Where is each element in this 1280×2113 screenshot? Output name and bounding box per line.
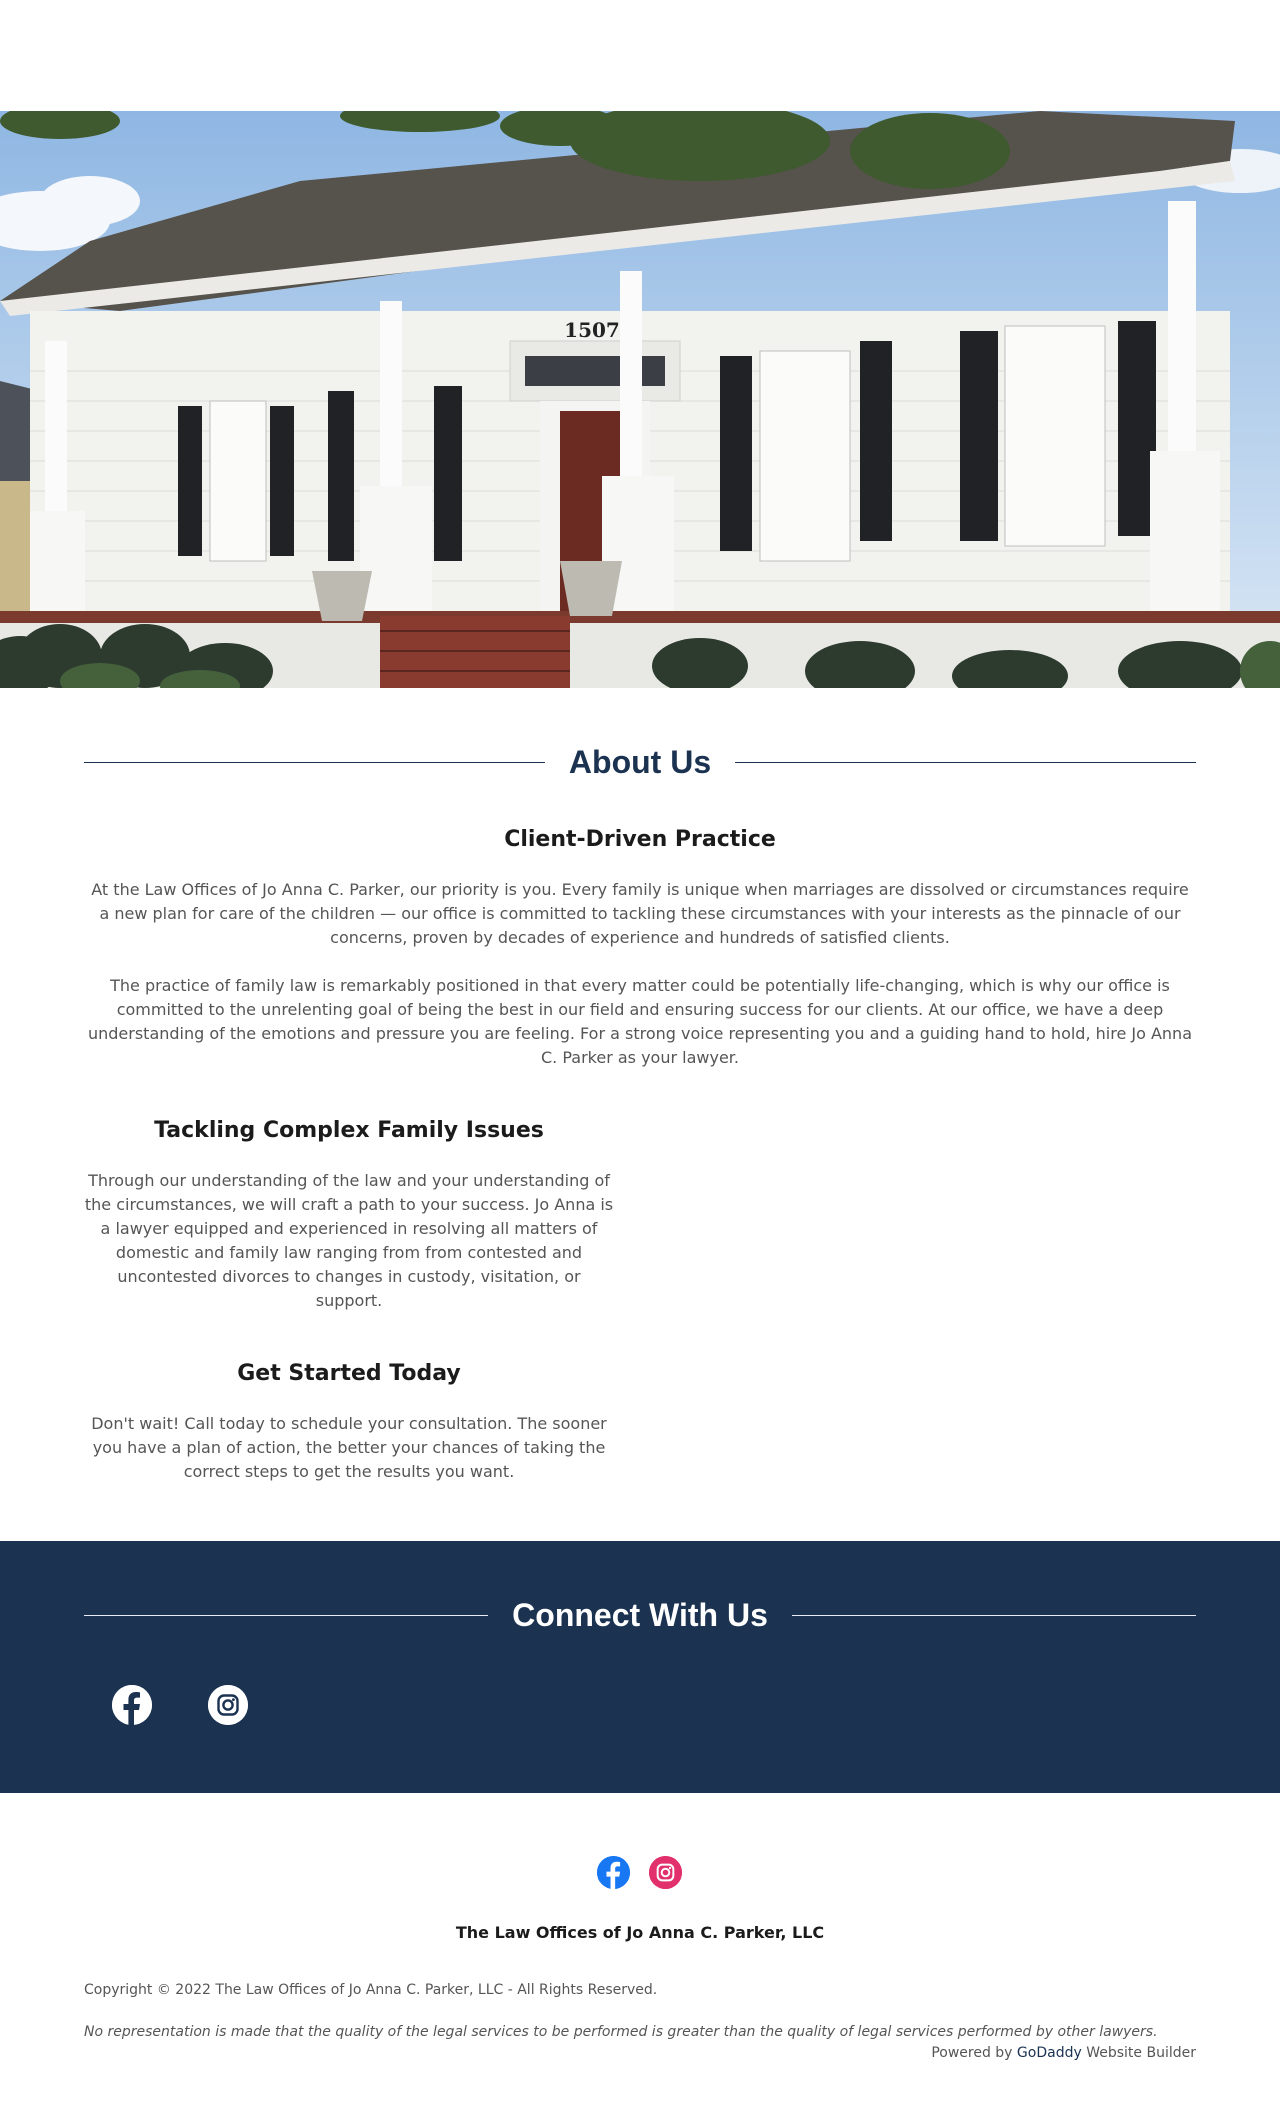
heading-rule-left bbox=[84, 1615, 488, 1616]
block-title-client-driven: Client-Driven Practice bbox=[504, 827, 776, 852]
instagram-link[interactable] bbox=[208, 1685, 248, 1725]
block-title-complex-issues: Tackling Complex Family Issues bbox=[154, 1118, 544, 1143]
house-number: 1507 bbox=[564, 318, 620, 342]
facebook-link[interactable] bbox=[112, 1685, 152, 1725]
copyright-text: Copyright © 2022 The Law Offices of Jo Anna C. Parker, LLC - All Rights Reserved. bbox=[84, 1982, 658, 1998]
block-text-client-driven-2: The practice of family law is remarkably positioned in that every matter could be potentially life-changing, which is why our office is committed to the unrelenting goal of being the best in our field and ensuring success for our clients. At our office, we have a deep understanding of the emotions and pressure you are feeling. For a strong voice representing you and a guiding hand to hold, hire Jo Anna C. Parker as your lawyer. bbox=[87, 976, 1192, 1067]
house-illustration bbox=[0, 111, 1280, 688]
facebook-icon bbox=[597, 1856, 630, 1889]
hero-image bbox=[0, 111, 1280, 688]
powered-by-prefix: Powered by bbox=[931, 2045, 1013, 2061]
footer-facebook-link[interactable] bbox=[597, 1856, 630, 1889]
heading-rule-right bbox=[735, 762, 1196, 763]
connect-heading bbox=[84, 1590, 1196, 1640]
legal-disclaimer: No representation is made that the quality of the legal services to be performed is greater than the quality of legal services performed by other lawyers. bbox=[84, 2024, 1158, 2040]
heading-rule-right bbox=[792, 1615, 1196, 1616]
site-header bbox=[0, 0, 1280, 111]
instagram-icon bbox=[208, 1685, 248, 1725]
powered-by bbox=[931, 2045, 1196, 2061]
about-heading bbox=[84, 737, 1196, 787]
connect-section bbox=[0, 1541, 1280, 1793]
block-text-complex-issues: Through our understanding of the law and your understanding of the circumstances, we will craft a path to your success. Jo Anna is a lawyer equipped and experienced in resolving all matters of domestic and family law ranging from from contested and uncontested divorces to changes in custody, visitation, or support. bbox=[84, 1171, 614, 1310]
block-title-get-started: Get Started Today bbox=[237, 1361, 461, 1386]
site-footer bbox=[0, 1793, 1280, 2113]
company-name: The Law Offices of Jo Anna C. Parker, LLC bbox=[455, 1923, 825, 1942]
about-section bbox=[0, 688, 1280, 1541]
block-text-get-started: Don't wait! Call today to schedule your consultation. The sooner you have a plan of action, the better your chances of taking the correct steps to get the results you want. bbox=[91, 1414, 607, 1481]
godaddy-link[interactable]: GoDaddy bbox=[1016, 2045, 1082, 2061]
powered-by-suffix: Website Builder bbox=[1086, 2045, 1196, 2061]
about-heading-label: About Us bbox=[568, 743, 712, 780]
facebook-icon bbox=[112, 1685, 152, 1725]
connect-heading-label: Connect With Us bbox=[512, 1596, 768, 1633]
footer-instagram-link[interactable] bbox=[649, 1856, 682, 1889]
heading-rule-left bbox=[84, 762, 545, 763]
block-text-client-driven-1: At the Law Offices of Jo Anna C. Parker, our priority is you. Every family is unique when marriages are dissolved or circumstances require a new plan for care of the children — our office is committed to tackling these circumstances with your interests as the pinnacle of our concerns, proven by decades of experience and hundreds of satisfied clients. bbox=[91, 880, 1189, 947]
instagram-icon bbox=[649, 1856, 682, 1889]
